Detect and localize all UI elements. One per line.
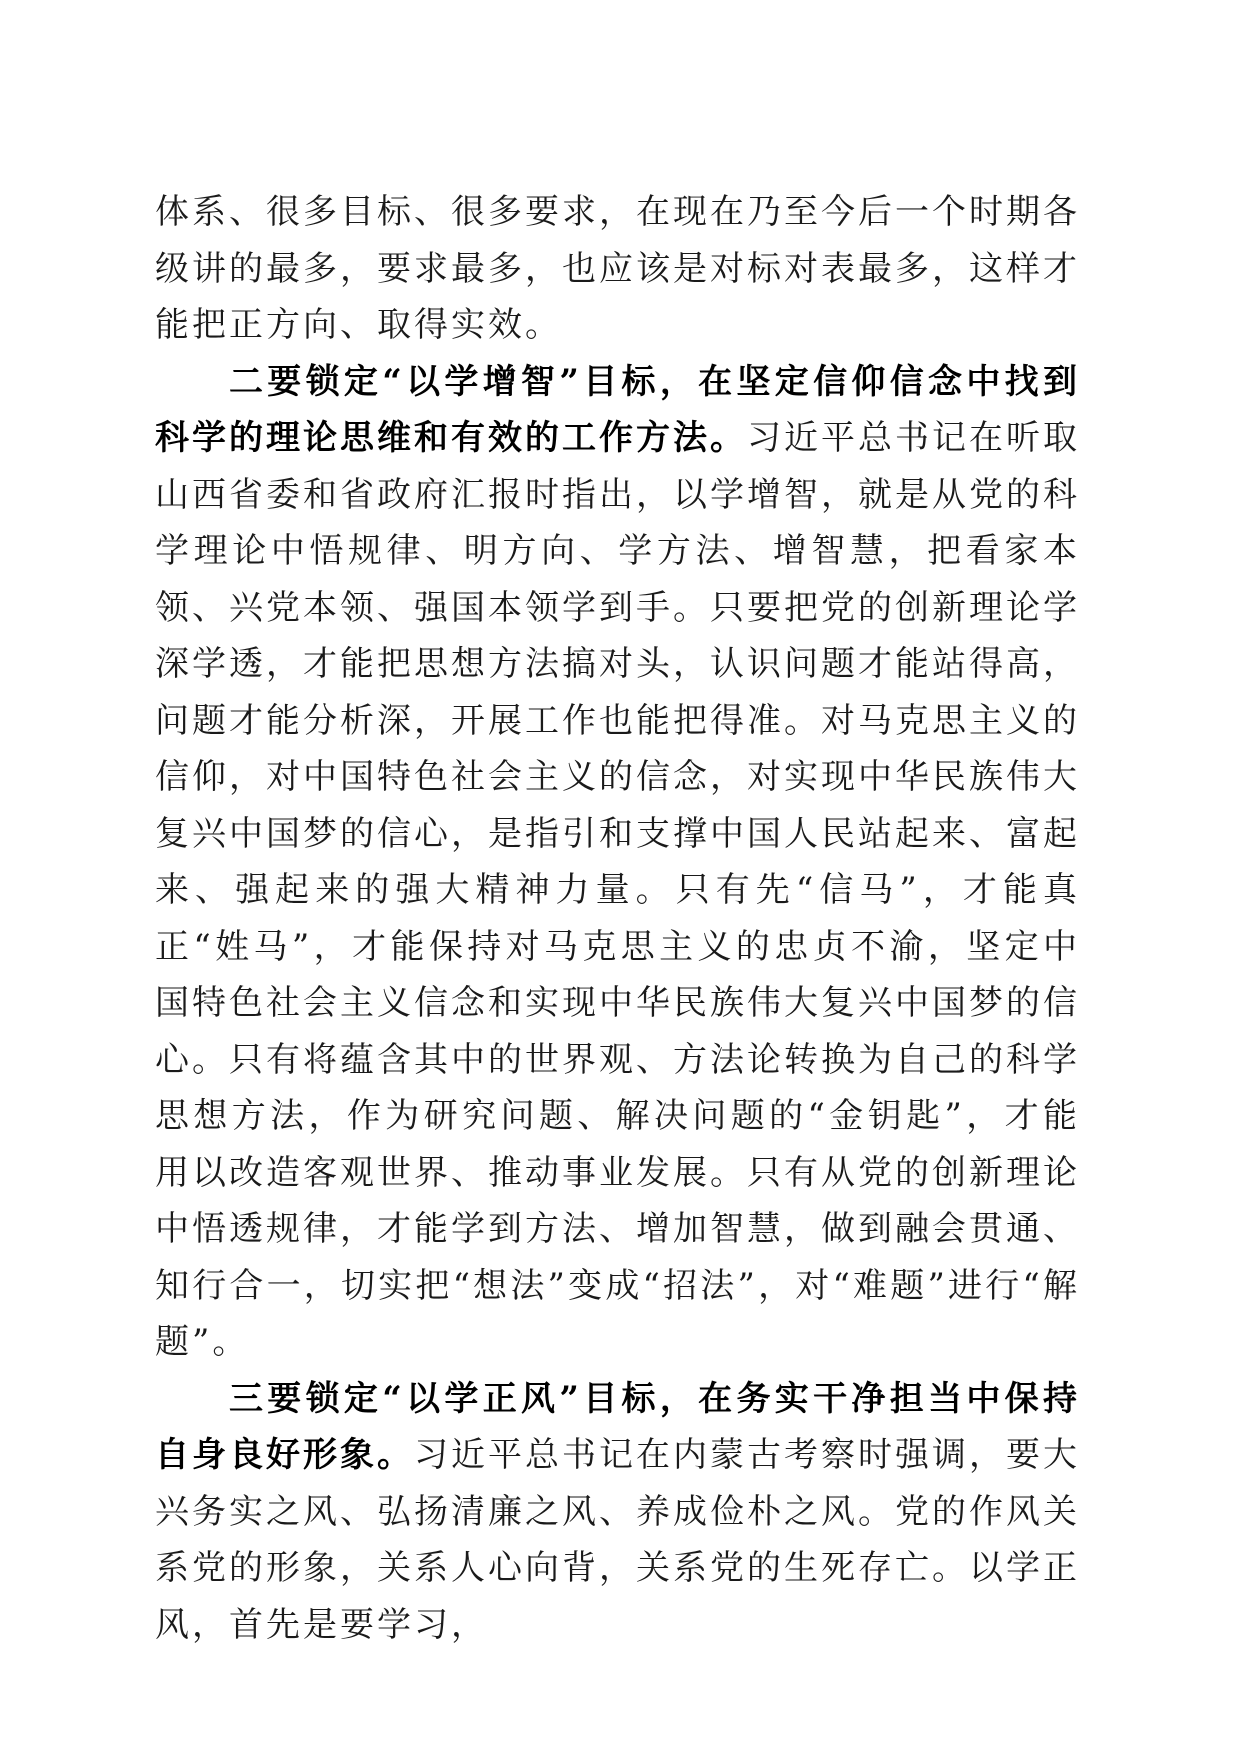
document-body xyxy=(155,184,1080,1653)
paragraph-second-goal xyxy=(155,354,1080,1371)
paragraph-third-goal xyxy=(155,1371,1080,1654)
paragraph-body: 体系、很多目标、很多要求，在现在乃至今后一个时期各级讲的最多，要求最多，也应该是对标对表最多，这样才能把正方向、取得实效。 xyxy=(155,192,1080,345)
paragraph-heading: 二要锁定“以学增智”目标，在坚定信仰信念中找到科学的理论思维和有效的工作方法。 xyxy=(155,361,1080,458)
paragraph-body: 习近平总书记在听取山西省委和省政府汇报时指出，以学增智，就是从党的科学理论中悟规律、明方向、学方法、增智慧，把看家本领、兴党本领、强国本领学到手。只要把党的创新理论学深学透，才能把思想方法搞对头，认识问题才能站得高，问题才能分析深，开展工作也能把得准。对马克思主义的信仰，对中国特色社会主义的信念，对实现中华民族伟大复兴中国梦的信心，是指引和支撑中国人民站起来、富起来、强起来的强大精神力量。只有先“信马”，才能真正“姓马”，才能保持对马克思主义的忠贞不渝，坚定中国特色社会主义信念和实现中华民族伟大复兴中国梦的信心。只有将蕴含其中的世界观、方法论转换为自己的科学思想方法，作为研究问题、解决问题的“金钥匙”，才能用以改造客观世界、推动事业发展。只有从党的创新理论中悟透规律，才能学到方法、增加智慧，做到融会贯通、知行合一，切实把“想法”变成“招法”，对“难题”进行“解题”。 xyxy=(155,418,1080,1362)
paragraph-continuation xyxy=(155,184,1080,354)
paragraph-heading: 三要锁定“以学正风”目标，在务实干净担当中保持自身良好形象。 xyxy=(155,1378,1080,1475)
paragraph-body: 习近平总书记在内蒙古考察时强调，要大兴务实之风、弘扬清廉之风、养成俭朴之风。党的作风关系党的形象，关系人心向背，关系党的生死存亡。以学正风，首先是要学习， xyxy=(155,1435,1080,1645)
